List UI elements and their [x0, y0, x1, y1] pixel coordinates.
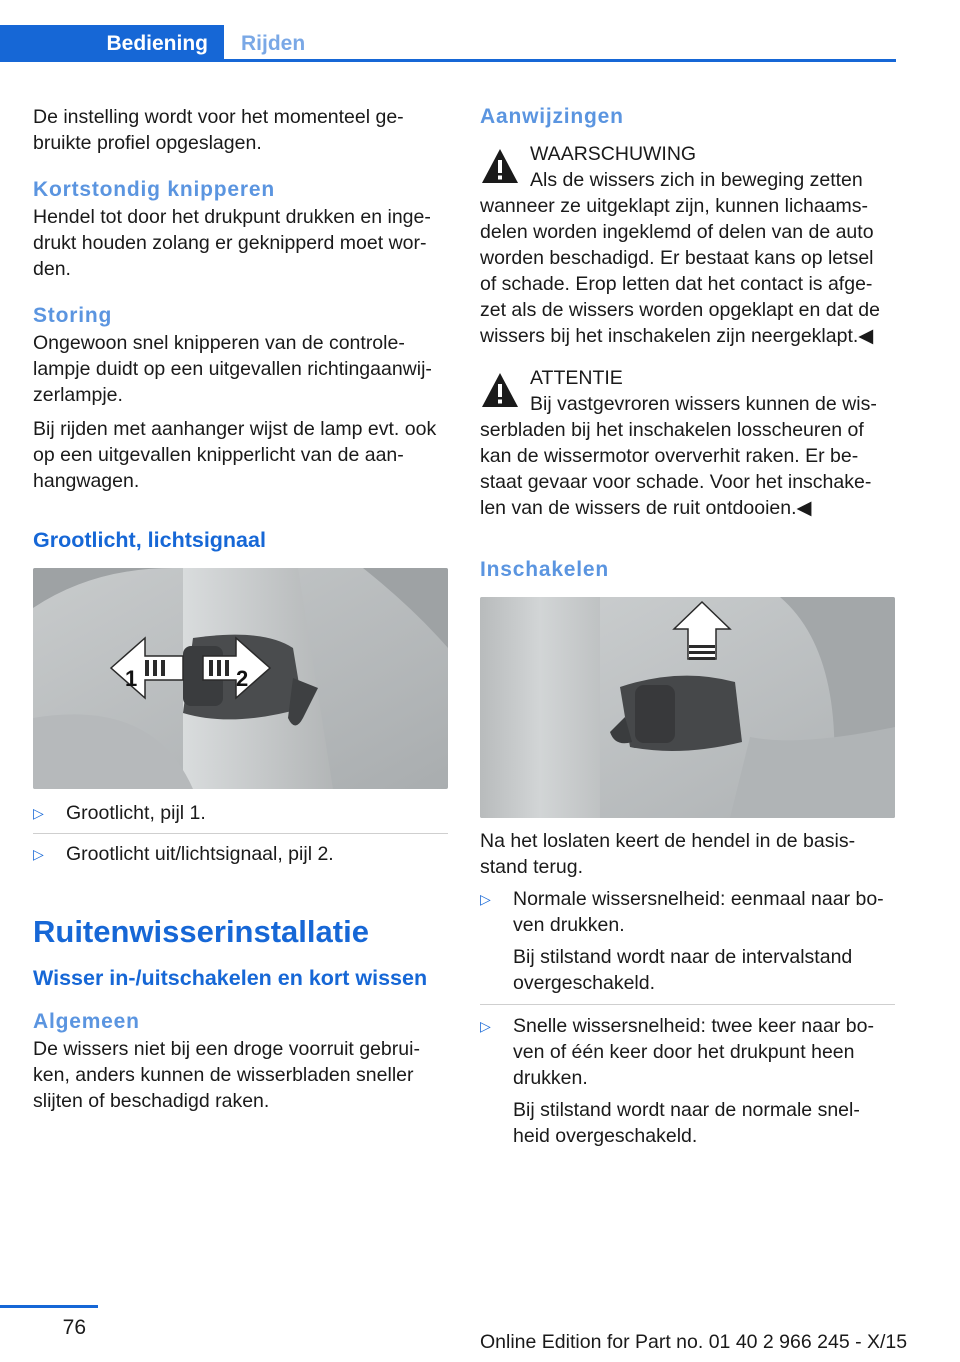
paragraph-storing-1: Ongewoon snel knipperen van de controle-lampje duidt op een uitgevallen richtingaanwij-zerlampje.: [33, 332, 432, 406]
ruitenwisser-section: [33, 914, 448, 1122]
triangle-right-outline-icon: ▷: [33, 805, 44, 821]
list-item-subtext: Bij stilstand wordt naar de intervalstand overgeschakeld.: [513, 946, 853, 994]
inschakelen-section: [480, 828, 895, 1149]
attention-text: Bij vastgevroren wissers kunnen de wis-serbladen bij het inschakelen losscheuren of kan de wissermotor oververhit raken. Er be-staat gevaar voor schade. Voor het inschake-len van de wissers de ruit ontdooien.◀: [480, 393, 877, 519]
header-tabs: [0, 25, 896, 62]
list-item: [33, 833, 448, 867]
arrow-1-label: 1: [125, 666, 138, 691]
warning-title: WAARSCHUWING: [530, 143, 697, 165]
heading-storing: Storing: [33, 304, 113, 327]
footer-rule: [0, 1305, 98, 1308]
triangle-right-outline-icon: ▷: [480, 1018, 491, 1034]
list-item-subtext: Bij stilstand wordt naar de normale snel-heid overgeschakeld.: [513, 1099, 860, 1147]
triangle-right-outline-icon: ▷: [33, 846, 44, 862]
heading-aanwijzingen: Aanwijzingen: [480, 105, 624, 128]
paragraph-algemeen: De wissers niet bij een droge voorruit gebrui-ken, anders kunnen de wisserbladen sneller slijten of beschadigd raken.: [33, 1038, 420, 1112]
heading-inschakelen: Inschakelen: [480, 558, 610, 581]
heading-kortstondig: Kortstondig knipperen: [33, 178, 275, 201]
tab-bediening[interactable]: Bediening: [0, 25, 224, 62]
page-number: 76: [62, 1316, 86, 1339]
paragraph-storing-2: Bij rijden met aanhanger wijst de lamp evt. ook op een uitgevallen knipperlicht van de aan-hangwagen.: [33, 418, 437, 492]
list-item-text: Snelle wissersnelheid: twee keer naar bo-ven of één keer door het drukpunt heen drukken.: [513, 1015, 874, 1089]
heading-wisser: Wisser in-/uitschakelen en kort wissen: [33, 966, 428, 990]
grootlicht-list: [33, 800, 448, 867]
attention-title: ATTENTIE: [530, 367, 623, 389]
warning-triangle-icon: [480, 370, 520, 410]
heading-grootlicht: Grootlicht, lichtsignaal: [33, 528, 266, 552]
heading-ruitenwisserinstallatie: Ruitenwisserinstallatie: [33, 914, 369, 949]
warning-text: Als de wissers zich in beweging zetten wanneer ze uitgeklapt zijn, kunnen lichaams-delen worden ingeklemd of delen van de auto worden beschadigd. Er bestaat kans op letsel of schade. Erop letten dat het contact is afge-zet als de wissers worden opgeklapt en dat de wissers bij het inschakelen zijn neergeklapt.◀: [480, 169, 880, 347]
stalk-image-wisser: [480, 597, 895, 818]
edition-text: Online Edition for Part no. 01 40 2 966 245 - X/15: [480, 1331, 908, 1353]
list-item-text: Normale wissersnelheid: eenmaal naar bo-ven drukken.: [513, 888, 884, 936]
heading-algemeen: Algemeen: [33, 1010, 140, 1033]
grootlicht-list-block: [33, 800, 448, 867]
stalk-image-grootlicht: [33, 568, 448, 789]
list-item: [480, 886, 895, 1004]
list-item-text: Grootlicht uit/lichtsignaal, pijl 2.: [66, 843, 334, 865]
right-column: [480, 103, 895, 521]
warning-block: [480, 141, 895, 349]
paragraph-na-loslaten: Na het loslaten keert de hendel in de basis-stand terug.: [480, 830, 856, 878]
left-column: [33, 104, 448, 502]
warning-triangle-icon: [480, 146, 520, 186]
wisser-list: [480, 886, 895, 1149]
list-item: [33, 800, 448, 833]
list-item-text: Grootlicht, pijl 1.: [66, 802, 206, 824]
tab-rijden[interactable]: Rijden: [241, 32, 306, 55]
paragraph-kortstondig: Hendel tot door het drukpunt drukken en inge-drukt houden zolang er geknipperd moet wor-den.: [33, 206, 431, 280]
header-rule: [224, 59, 896, 62]
arrow-2-label: 2: [236, 666, 249, 691]
list-item: [480, 1004, 895, 1149]
intro-paragraph: De instelling wordt voor het momenteel ge-bruikte profiel opgeslagen.: [33, 106, 404, 154]
triangle-right-outline-icon: ▷: [480, 891, 491, 907]
attention-block: [480, 365, 895, 521]
